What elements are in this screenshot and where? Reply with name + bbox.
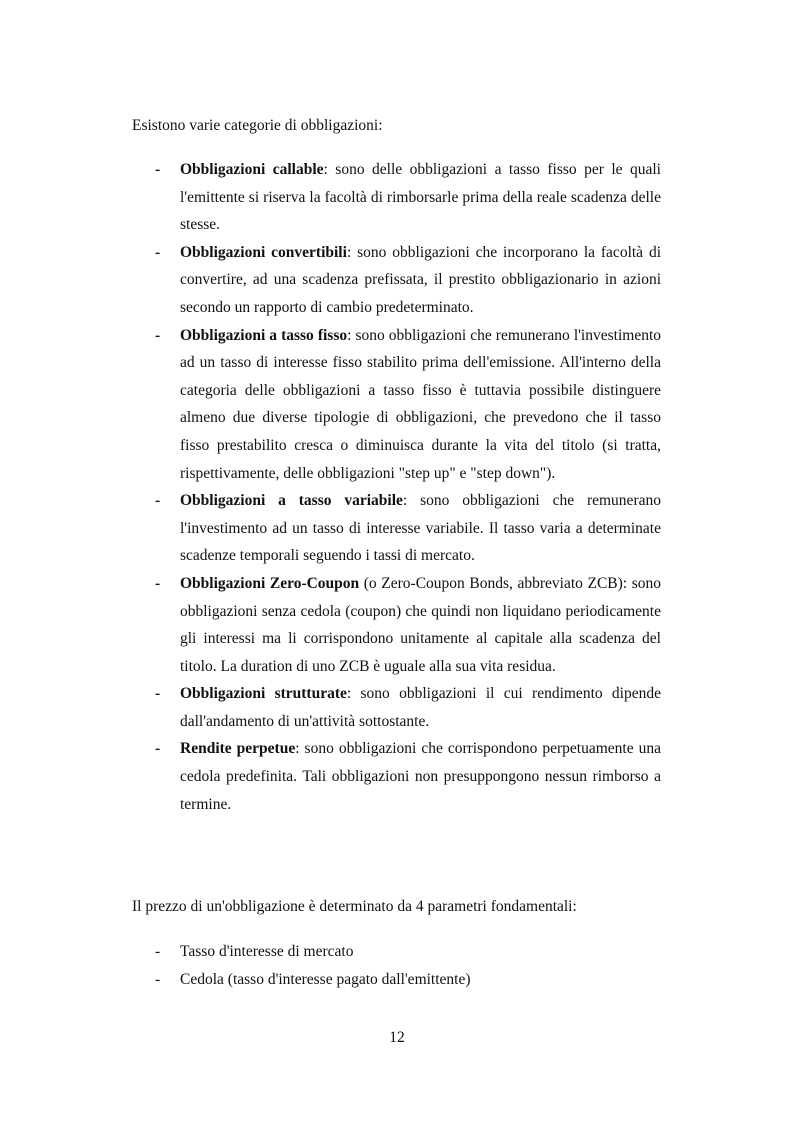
parameter-text: Tasso d'interesse di mercato xyxy=(180,943,354,960)
bullet-dash: - xyxy=(155,326,161,344)
bullet-dash: - xyxy=(155,943,161,960)
category-term: Rendite perpetue xyxy=(180,740,296,758)
list-item xyxy=(155,735,661,818)
category-term: Obbligazioni a tasso fisso xyxy=(180,326,348,344)
category-term: Obbligazioni Zero-Coupon xyxy=(180,574,360,592)
category-term: Obbligazioni a tasso variabile xyxy=(180,492,403,510)
bond-categories-list xyxy=(155,156,661,818)
parameters-list xyxy=(155,938,661,993)
category-description: : sono obbligazioni che incorporano la facoltà di convertire, ad una scadenza prefissata, il prestito obbligazionario in azioni secondo un rapporto di cambio predeterminato. xyxy=(180,243,661,316)
bullet-dash: - xyxy=(155,970,161,988)
bullet-dash: - xyxy=(155,243,161,261)
bullet-dash: - xyxy=(155,574,161,592)
category-description: : sono obbligazioni che remunerano l'investimento ad un tasso di interesse fisso stabilito prima dell'emissione. All'interno della categoria delle obbligazioni a tasso fisso è tuttavia possibile distinguere almeno due diverse tipologie di obbligazioni, che prevedono che il tasso fisso prestabilito cresca o diminuisca durante la vita del titolo (si tratta, rispettivamente, delle obbligazioni "step up" e "step down"). xyxy=(180,326,661,482)
category-description: : sono obbligazioni che corrispondono perpetuamente una cedola predefinita. Tali obbligazioni non presuppongono nessun rimborso a termine. xyxy=(180,740,662,813)
intro-paragraph: Esistono varie categorie di obbligazioni: xyxy=(132,117,383,134)
category-term: Obbligazioni strutturate xyxy=(180,685,347,703)
list-item xyxy=(155,680,661,735)
list-item xyxy=(155,487,661,570)
bullet-dash: - xyxy=(155,492,161,510)
price-paragraph: Il prezzo di un'obbligazione è determinato da 4 parametri fondamentali: xyxy=(132,898,577,915)
category-term: Obbligazioni convertibili xyxy=(180,243,347,261)
list-item xyxy=(155,966,661,994)
parameter-text: Cedola (tasso d'interesse pagato dall'emittente) xyxy=(180,970,471,988)
list-item xyxy=(155,570,661,680)
list-item xyxy=(155,322,661,488)
category-description: (o Zero-Coupon Bonds, abbreviato ZCB): sono obbligazioni senza cedola (coupon) che quindi non liquidano periodicamente gli interessi ma li corrispondono unitamente al capitale alla scadenza del titolo. La duration di uno ZCB è uguale alla sua vita residua. xyxy=(180,574,661,675)
bullet-dash: - xyxy=(155,740,161,758)
category-description: : sono delle obbligazioni a tasso fisso per le quali l'emittente si riserva la facoltà di rimborsarle prima della reale scadenza delle stesse. xyxy=(180,161,661,234)
category-term: Obbligazioni callable xyxy=(180,161,324,178)
bullet-dash: - xyxy=(155,685,161,703)
list-item xyxy=(155,938,661,966)
bullet-dash: - xyxy=(155,161,161,178)
list-item xyxy=(155,156,661,239)
category-description: : sono obbligazioni che remunerano l'investimento ad un tasso di interesse variabile. Il tasso varia a determinate scadenze temporali seguendo i tassi di mercato. xyxy=(180,492,661,565)
category-description: : sono obbligazioni il cui rendimento dipende dall'andamento di un'attività sottostante. xyxy=(180,685,661,730)
page-number: 12 xyxy=(389,1029,405,1046)
list-item xyxy=(155,239,661,322)
